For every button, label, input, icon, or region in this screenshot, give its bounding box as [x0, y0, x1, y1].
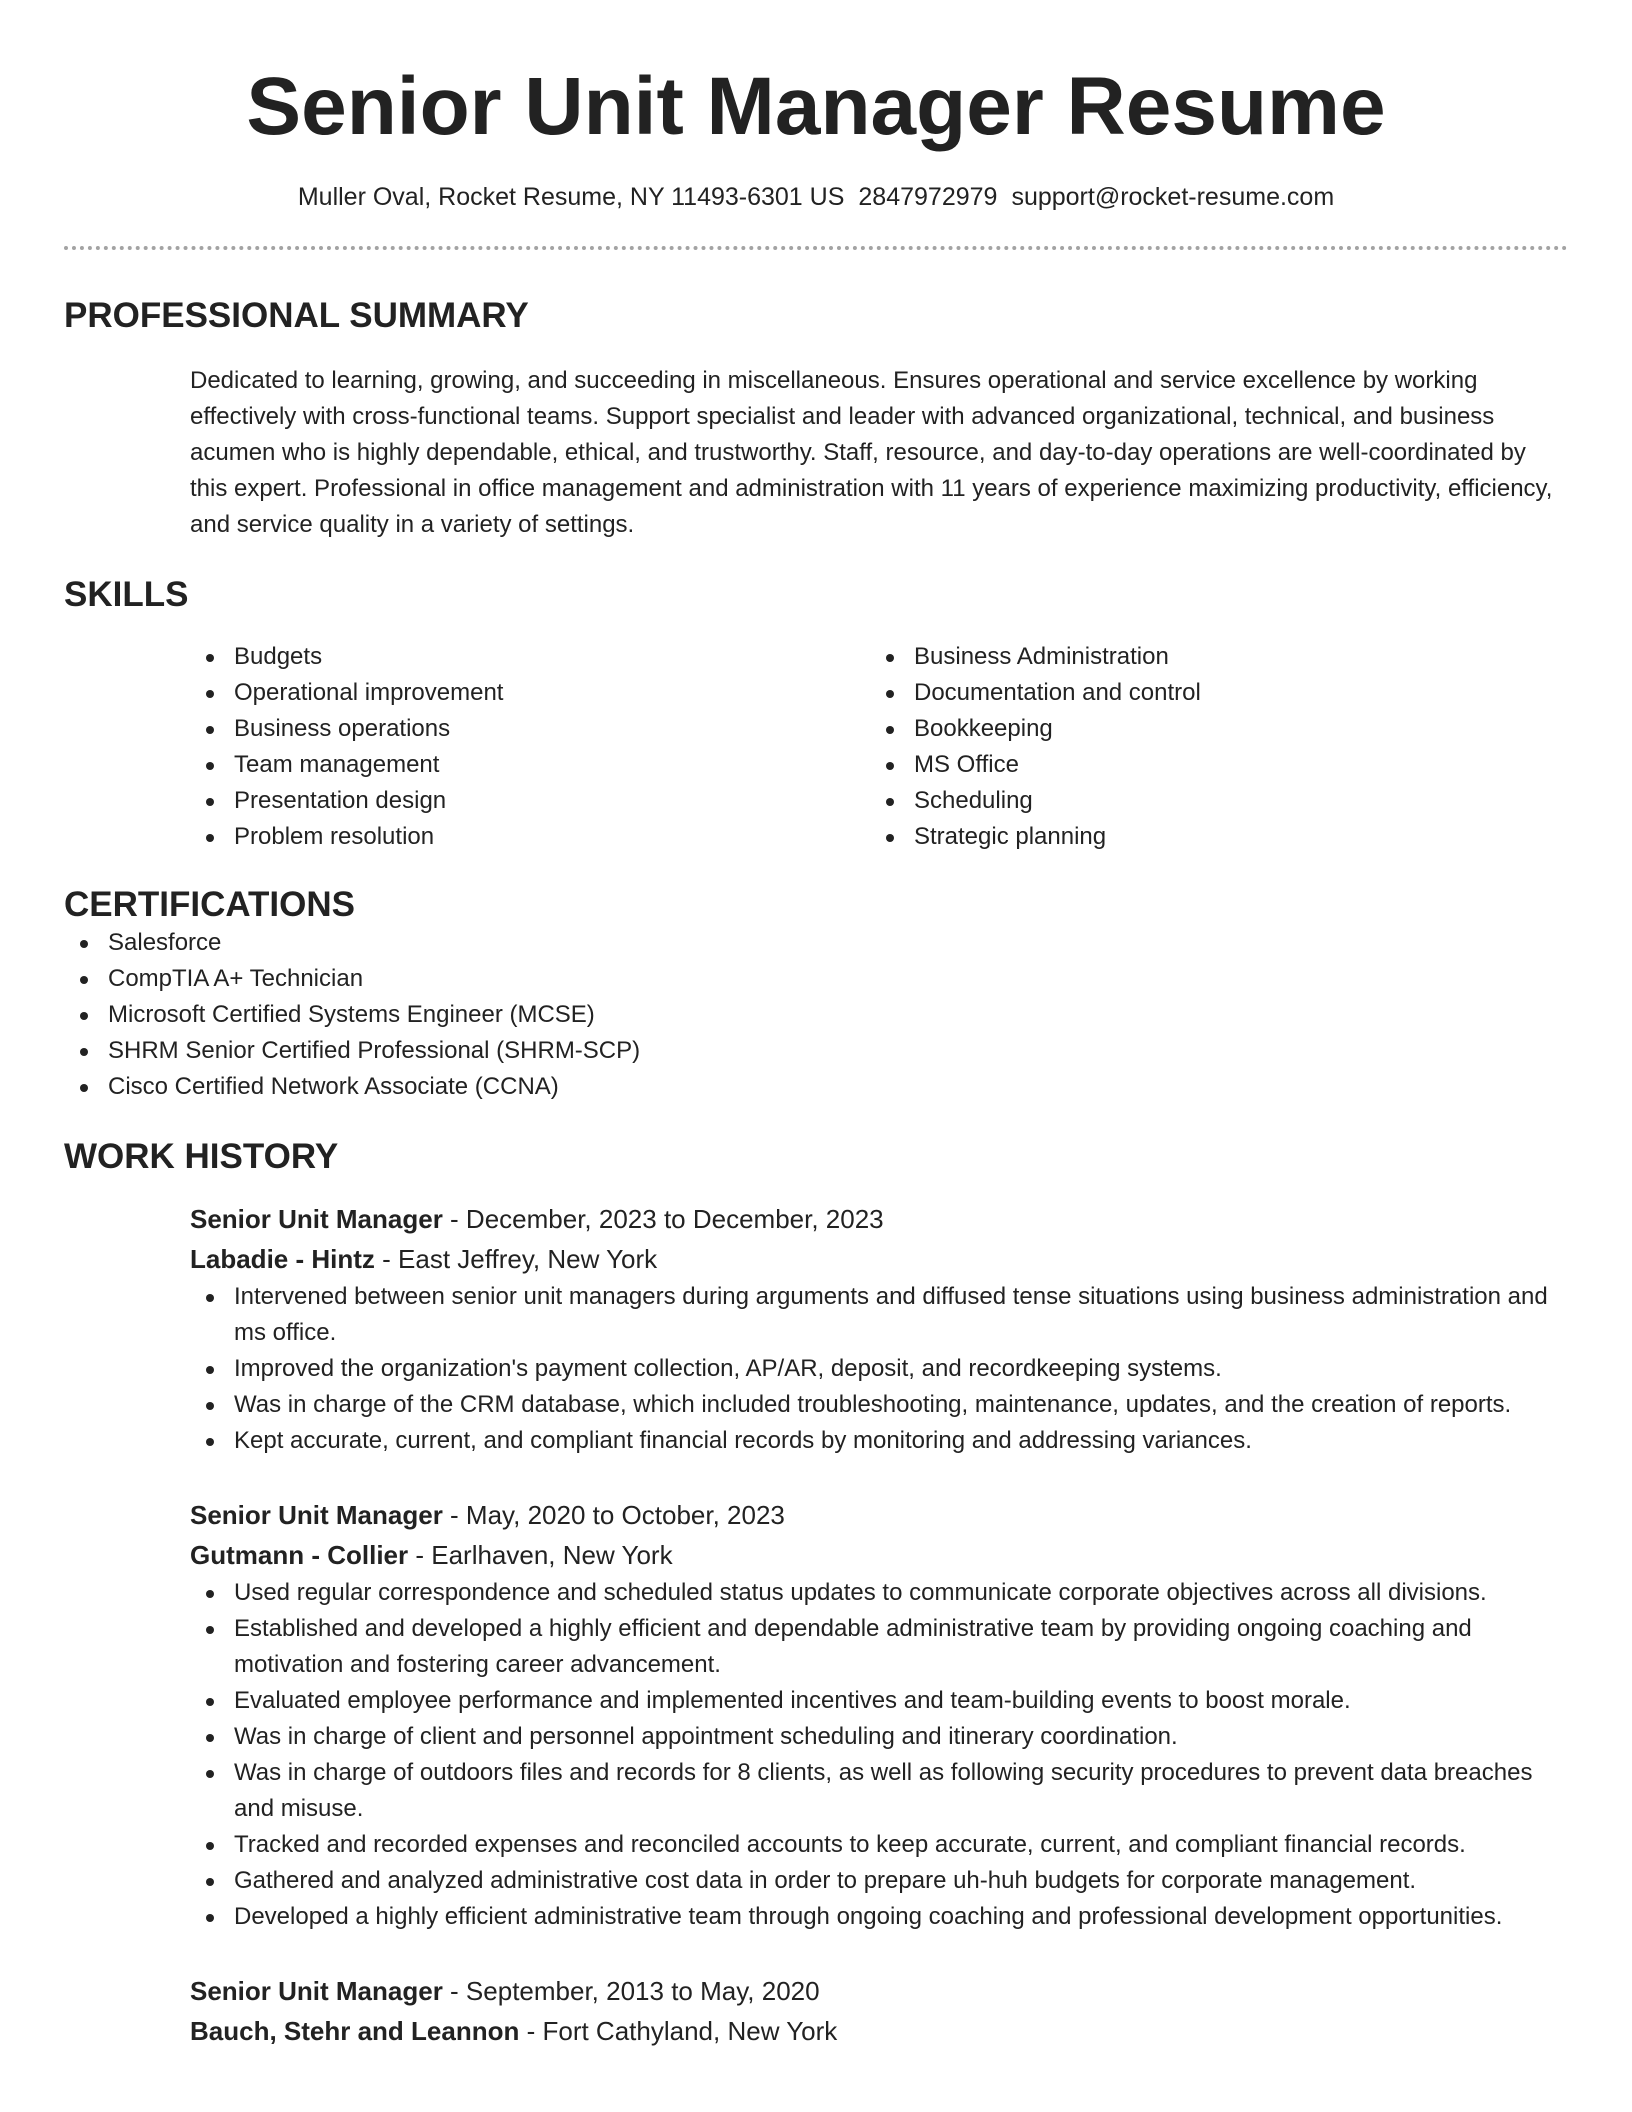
skill-item: Operational improvement — [190, 675, 870, 711]
job-role: Senior Unit Manager — [190, 1500, 443, 1530]
header-divider — [64, 246, 1568, 250]
skill-item: Budgets — [190, 639, 870, 675]
work-history-heading: WORK HISTORY — [64, 1137, 339, 1176]
job-bullet: Evaluated employee performance and implemented incentives and team-building events to boost morale. — [190, 1683, 1568, 1719]
work-history-section — [64, 1137, 1568, 2051]
job-bullet: Gathered and analyzed administrative cost data in order to prepare uh-huh budgets for corporate management. — [190, 1863, 1568, 1899]
job-location: - East Jeffrey, New York — [374, 1244, 658, 1274]
skill-item: MS Office — [870, 747, 1550, 783]
job-title-line — [190, 1971, 1568, 2011]
summary-text: Dedicated to learning, growing, and succeeding in miscellaneous. Ensures operational and service excellence by working effectively with cross-functional teams. Support specialist and leader with advanced organizational, technical, and business acumen who is highly dependable, ethical, and trustworthy. Staff, resource, and day-to-day operations are well-coordinated by this expert. Professional in office management and administration with 11 years of experience maximizing productivity, efficiency, and service quality in a variety of settings. — [190, 367, 1553, 538]
job-bullet: Was in charge of the CRM database, which included troubleshooting, maintenance, updates, and the creation of reports. — [190, 1387, 1568, 1423]
job-dates: - May, 2020 to October, 2023 — [442, 1500, 785, 1530]
job-bullet: Developed a highly efficient administrative team through ongoing coaching and professional development opportunities. — [190, 1899, 1568, 1935]
job-title-line — [190, 1199, 1568, 1239]
certifications-list — [64, 925, 1568, 1105]
job-company-line — [190, 2011, 1568, 2051]
resume-title: Senior Unit Manager Resume — [246, 61, 1386, 152]
skills-list-right — [870, 639, 1550, 855]
job-bullet: Established and developed a highly efficient and dependable administrative team by providing ongoing coaching and motivation and fostering career advancement. — [190, 1611, 1568, 1683]
job-bullet: Was in charge of client and personnel appointment scheduling and itinerary coordination. — [190, 1719, 1568, 1755]
job-company: Labadie - Hintz — [190, 1244, 375, 1274]
job-bullet: Was in charge of outdoors files and records for 8 clients, as well as following security procedures to prevent data breaches and misuse. — [190, 1755, 1568, 1827]
job-bullets — [190, 1575, 1568, 1935]
summary-heading: PROFESSIONAL SUMMARY — [64, 296, 529, 335]
contact-phone: 2847972979 — [858, 183, 998, 211]
skill-item: Strategic planning — [870, 819, 1550, 855]
skill-item: Presentation design — [190, 783, 870, 819]
job-role: Senior Unit Manager — [190, 1204, 443, 1234]
certifications-heading: CERTIFICATIONS — [64, 885, 356, 924]
job-company: Gutmann - Collier — [190, 1540, 409, 1570]
job-title-line — [190, 1495, 1568, 1535]
skill-item: Business operations — [190, 711, 870, 747]
certification-item: Microsoft Certified Systems Engineer (MCSE) — [64, 997, 1568, 1033]
contact-email: support@rocket-resume.com — [1011, 183, 1335, 211]
skills-columns — [190, 639, 1568, 855]
job-dates: - December, 2023 to December, 2023 — [442, 1204, 884, 1234]
skill-item: Documentation and control — [870, 675, 1550, 711]
contact-address: Muller Oval, Rocket Resume, NY 11493-6301 US — [297, 183, 845, 211]
skills-column-right — [870, 639, 1550, 855]
skill-item: Team management — [190, 747, 870, 783]
job-bullet: Kept accurate, current, and compliant financial records by monitoring and addressing variances. — [190, 1423, 1568, 1459]
certification-item: Salesforce — [64, 925, 1568, 961]
job-entry — [190, 1495, 1568, 1935]
job-company-line — [190, 1239, 1568, 1279]
certification-item: SHRM Senior Certified Professional (SHRM-SCP) — [64, 1033, 1568, 1069]
skill-item: Bookkeeping — [870, 711, 1550, 747]
certification-item: CompTIA A+ Technician — [64, 961, 1568, 997]
skill-item: Problem resolution — [190, 819, 870, 855]
job-company: Bauch, Stehr and Leannon — [190, 2016, 520, 2046]
job-entry — [190, 1971, 1568, 2051]
certifications-section — [64, 885, 1568, 1105]
job-bullet: Intervened between senior unit managers during arguments and diffused tense situations using business administration and ms office. — [190, 1279, 1568, 1351]
skills-heading: SKILLS — [64, 575, 189, 614]
skill-item: Business Administration — [870, 639, 1550, 675]
skills-list-left — [190, 639, 870, 855]
job-entry — [190, 1199, 1568, 1459]
resume-page — [64, 0, 1568, 2051]
job-bullet: Tracked and recorded expenses and reconciled accounts to keep accurate, current, and compliant financial records. — [190, 1827, 1568, 1863]
job-dates: - September, 2013 to May, 2020 — [442, 1976, 820, 2006]
job-bullet: Improved the organization's payment collection, AP/AR, deposit, and recordkeeping systems. — [190, 1351, 1568, 1387]
job-bullets — [190, 1279, 1568, 1459]
skill-item: Scheduling — [870, 783, 1550, 819]
job-location: - Fort Cathyland, New York — [519, 2016, 838, 2046]
job-role: Senior Unit Manager — [190, 1976, 443, 2006]
contact-line — [64, 182, 1568, 212]
job-location: - Earlhaven, New York — [408, 1540, 673, 1570]
certification-item: Cisco Certified Network Associate (CCNA) — [64, 1069, 1568, 1105]
summary-section — [64, 296, 1568, 543]
job-company-line — [190, 1535, 1568, 1575]
skills-column-left — [190, 639, 870, 855]
skills-section — [64, 575, 1568, 855]
job-bullet: Used regular correspondence and scheduled status updates to communicate corporate objectives across all divisions. — [190, 1575, 1568, 1611]
